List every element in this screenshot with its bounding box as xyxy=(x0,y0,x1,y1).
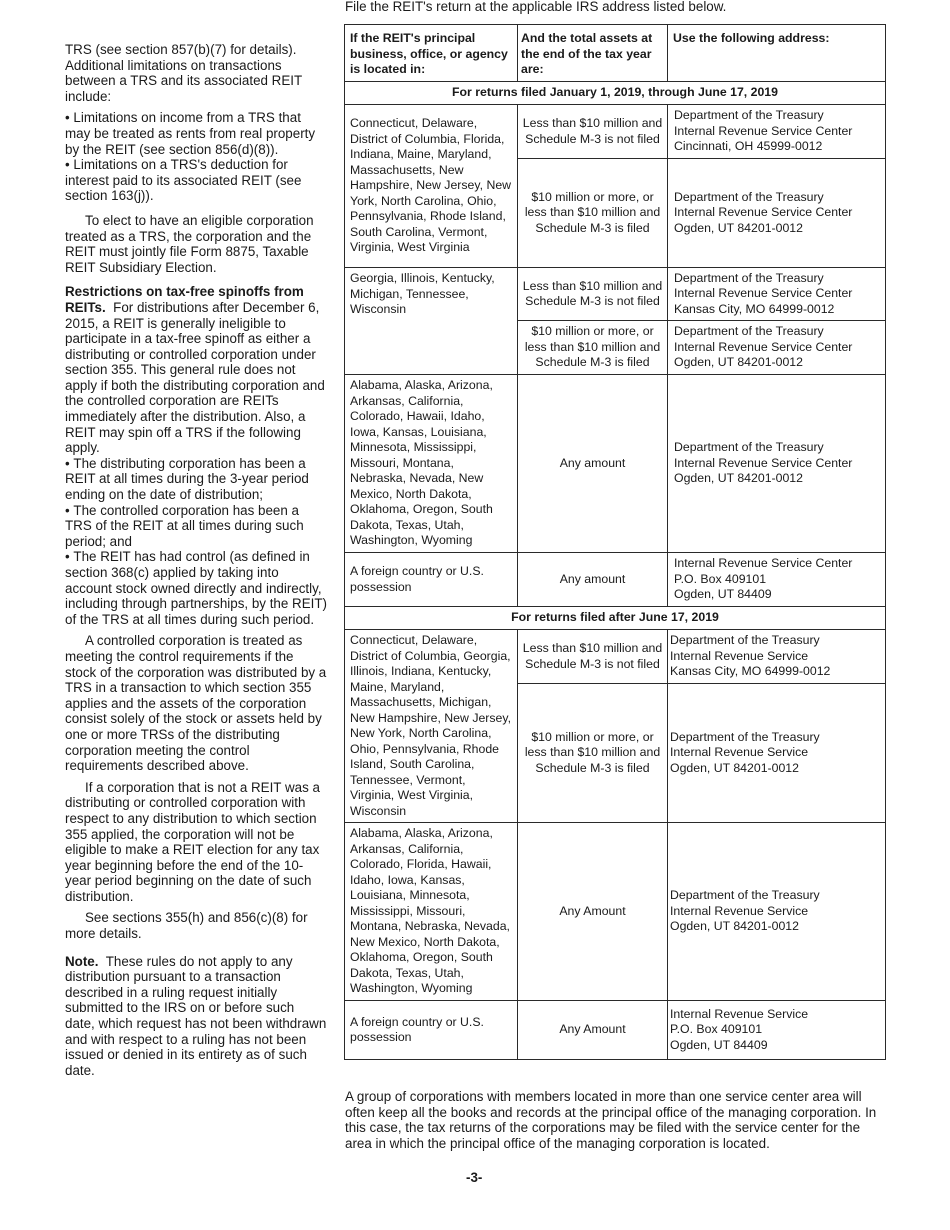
section-row xyxy=(345,82,886,105)
address-line: Ogden, UT 84201-0012 xyxy=(674,355,803,370)
address-cell xyxy=(668,553,886,607)
address-line: Ogden, UT 84201-0012 xyxy=(674,220,803,235)
header-address: Use the following address: xyxy=(668,25,886,82)
address-line: Department of the Treasury xyxy=(670,729,820,744)
bullet-distributing: • The distributing corporation has been a REIT at all times during the 3-year period ending on the date of distribution; xyxy=(65,456,327,503)
states-cell: Georgia, Illinois, Kentucky, Michigan, Tennessee, Wisconsin xyxy=(345,268,518,375)
address-line: Internal Revenue Service Center xyxy=(674,455,853,470)
address-line: Department of the Treasury xyxy=(670,888,820,903)
address-cell xyxy=(668,375,886,553)
states-cell: A foreign country or U.S. possession xyxy=(345,553,518,607)
section-heading-1: For returns filed January 1, 2019, through June 17, 2019 xyxy=(345,82,886,105)
address-line: Internal Revenue Service xyxy=(670,745,809,760)
note-paragraph xyxy=(65,954,327,1079)
paragraph-trs-limits: TRS (see section 857(b)(7) for details). Additional limitations on transactions between a TRS and its associated REIT include: xyxy=(65,42,302,104)
address-cell xyxy=(668,268,886,321)
address-line: Ogden, UT 84201-0012 xyxy=(670,919,799,934)
states-cell: Connecticut, Delaware, District of Columbia, Georgia, Illinois, Indiana, Kentucky, Maine, Maryland, Massachusetts, Michigan, New Hampshire, New Jersey, New York, North Carolina, Ohio, Pennsylvania, Rhode Island, South Carolina, Tennessee, Vermont, Virginia, West Virginia, Wisconsin xyxy=(345,630,518,823)
address-cell xyxy=(668,823,886,1001)
address-line: Internal Revenue Service Center xyxy=(674,556,853,571)
section-row xyxy=(345,607,886,630)
address-cell xyxy=(668,105,886,159)
assets-cell: Less than $10 million and Schedule M-3 is not filed xyxy=(518,268,668,321)
assets-cell: Any amount xyxy=(518,553,668,607)
address-cell xyxy=(668,684,886,823)
table-row xyxy=(345,823,886,1001)
section-heading-2: For returns filed after June 17, 2019 xyxy=(345,607,886,630)
bullet-control: • The REIT has had control (as defined in section 368(c) applied by taking into account stock owned directly and indirectly, including through partnerships, by the REIT) of the TRS at all times during such period. xyxy=(65,549,327,627)
address-line: Department of the Treasury xyxy=(670,633,820,648)
assets-cell: $10 million or more, or less than $10 million and Schedule M-3 is filed xyxy=(518,321,668,375)
assets-cell: Less than $10 million and Schedule M-3 is not filed xyxy=(518,105,668,159)
address-line: Department of the Treasury xyxy=(674,189,824,204)
address-table xyxy=(344,24,886,1060)
address-line: Internal Revenue Service xyxy=(670,1006,809,1021)
table-row xyxy=(345,1001,886,1060)
header-row xyxy=(345,25,886,82)
left-column xyxy=(65,42,327,1084)
address-line: Kansas City, MO 64999-0012 xyxy=(674,301,835,316)
spinoffs-body: For distributions after December 6, 2015, a REIT is generally ineligible to participate in a tax-free spinoff as either a distributing or controlled corporation under section 355. This general rule does not apply if both the distributing corporation and the controlled corporation are REITs immediately after the distribution. Also, a REIT may spin off a TRS if the following apply. xyxy=(65,299,325,456)
address-line: Ogden, UT 84409 xyxy=(670,1037,768,1052)
paragraph-trs-election: To elect to have an eligible corporation treated as a TRS, the corporation and the REIT must jointly file Form 8875, Taxable REIT Subsidiary Election. xyxy=(65,212,314,275)
address-line: Internal Revenue Service xyxy=(670,903,809,918)
address-line: P.O. Box 409101 xyxy=(674,571,767,586)
states-cell: Connecticut, Delaware, District of Columbia, Florida, Indiana, Maine, Maryland, Massachusetts, New Hampshire, New Jersey, New York, North Carolina, Ohio, Pennsylvania, Rhode Island, South Carolina, Vermont, Virginia, West Virginia xyxy=(345,105,518,268)
states-cell: A foreign country or U.S. possession xyxy=(345,1001,518,1060)
address-cell xyxy=(668,159,886,268)
table-row xyxy=(345,375,886,553)
address-line: Ogden, UT 84201-0012 xyxy=(670,760,799,775)
address-cell xyxy=(668,321,886,375)
address-line: Ogden, UT 84201-0012 xyxy=(674,471,803,486)
address-line: Internal Revenue Service Center xyxy=(674,286,853,301)
header-assets: And the total assets at the end of the tax year are: xyxy=(518,25,668,82)
paragraph-see-sections: See sections 355(h) and 856(c)(8) for more details. xyxy=(65,910,308,942)
paragraph-spinoffs xyxy=(65,284,327,456)
bullet-controlled: • The controlled corporation has been a TRS of the REIT at all times during such period; and xyxy=(65,503,327,550)
intro-line: File the REIT's return at the applicable IRS address listed below. xyxy=(345,0,727,14)
address-line: Department of the Treasury xyxy=(674,270,824,285)
page-number: -3- xyxy=(466,1170,483,1185)
table-row xyxy=(345,268,886,321)
header-location: If the REIT's principal business, office, or agency is located in: xyxy=(345,25,518,82)
address-line: Department of the Treasury xyxy=(674,324,824,339)
table-row xyxy=(345,630,886,684)
footer-paragraph: A group of corporations with members located in more than one service center area will often keep all the books and records at the principal office of the managing corporation. In this case, the tax returns of the corporations may be filed with the service center for the area in which the principal office of the managing corporation is located. xyxy=(345,1089,877,1151)
address-line: Department of the Treasury xyxy=(674,108,824,123)
assets-cell: Any Amount xyxy=(518,823,668,1001)
table-row xyxy=(345,553,886,607)
assets-cell: Any amount xyxy=(518,375,668,553)
address-line: Ogden, UT 84409 xyxy=(674,587,772,602)
assets-cell: $10 million or more, or less than $10 million and Schedule M-3 is filed xyxy=(518,159,668,268)
address-line: Internal Revenue Service xyxy=(670,648,809,663)
spinoffs-heading: Restrictions on tax-free spinoffs from REITs. xyxy=(65,284,304,315)
address-line: P.O. Box 409101 xyxy=(670,1022,763,1037)
address-line: Department of the Treasury xyxy=(674,440,824,455)
address-line: Internal Revenue Service Center xyxy=(674,339,853,354)
paragraph-non-reit: If a corporation that is not a REIT was a distributing or controlled corporation with respect to any distribution to which section 355 applied, the corporation will not be eligible to make a REIT election for any tax year beginning before the end of the 10-year period beginning on the date of such distribution. xyxy=(65,779,320,904)
bullet-interest: • Limitations on a TRS's deduction for interest paid to its associated REIT (see section 163(j)). xyxy=(65,157,327,204)
table-row xyxy=(345,105,886,159)
note-heading: Note. xyxy=(65,953,99,969)
address-line: Internal Revenue Service Center xyxy=(674,205,853,220)
address-line: Internal Revenue Service Center xyxy=(674,123,853,138)
paragraph-control-requirements: A controlled corporation is treated as meeting the control requirements if the stock of the corporation was distributed by a TRS in a transaction to which section 355 applies and the assets of the corporation consist solely of the stock or assets held by one or more TRSs of the distributing corporation meeting the control requirements described above. xyxy=(65,633,327,774)
assets-cell: Less than $10 million and Schedule M-3 is not filed xyxy=(518,630,668,684)
address-cell xyxy=(668,630,886,684)
states-cell: Alabama, Alaska, Arizona, Arkansas, California, Colorado, Hawaii, Idaho, Iowa, Kansas, Louisiana, Minnesota, Mississippi, Missouri, Montana, Nebraska, Nevada, New Mexico, North Dakota, Oklahoma, Oregon, South Dakota, Texas, Utah, Washington, Wyoming xyxy=(345,375,518,553)
note-body: These rules do not apply to any distribution pursuant to a transaction described in a ruling request initially submitted to the IRS on or before such date, which request has not been withdrawn and with respect to a ruling has not been issued or denied in its entirety as of such date. xyxy=(65,953,327,1078)
address-line: Cincinnati, OH 45999-0012 xyxy=(674,139,823,154)
address-cell xyxy=(668,1001,886,1060)
assets-cell: Any Amount xyxy=(518,1001,668,1060)
assets-cell: $10 million or more, or less than $10 million and Schedule M-3 is filed xyxy=(518,684,668,823)
address-line: Kansas City, MO 64999-0012 xyxy=(670,664,831,679)
bullet-rents: • Limitations on income from a TRS that may be treated as rents from real property by the REIT (see section 856(d)(8)). xyxy=(65,110,327,157)
states-cell: Alabama, Alaska, Arizona, Arkansas, California, Colorado, Florida, Hawaii, Idaho, Iowa, Kansas, Louisiana, Minnesota, Mississippi, Missouri, Montana, Nebraska, Nevada, New Mexico, North Dakota, Oklahoma, Oregon, South Dakota, Texas, Utah, Washington, Wyoming xyxy=(345,823,518,1001)
